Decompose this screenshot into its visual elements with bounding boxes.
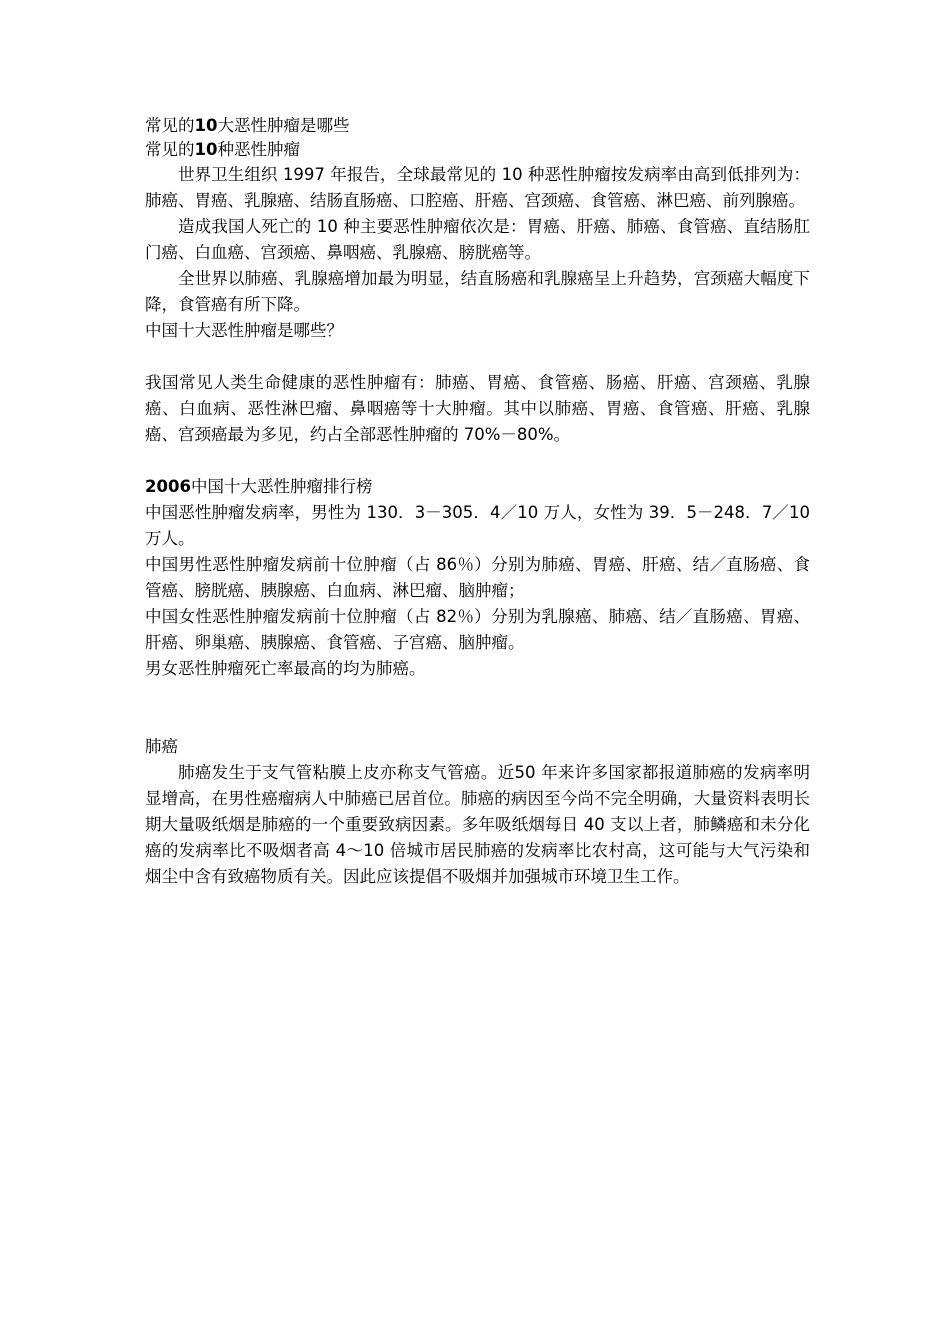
document-title [145, 114, 810, 138]
paragraph-world-trend: 全世界以肺癌、乳腺癌增加最为明显，结直肠癌和乳腺癌呈上升趋势，宫颈癌大幅度下降，食管癌有所下降。 [145, 269, 810, 314]
title-suffix: 大恶性肿瘤是哪些 [217, 116, 350, 135]
subtitle-number: 10 [194, 140, 218, 159]
paragraph-lung-cancer: 肺癌发生于支气管粘膜上皮亦称支气管癌。近50 年来许多国家都报道肺癌的发病率明显增高，在男性癌瘤病人中肺癌已居首位。肺癌的病因至今尚不完全明确，大量资料表明长期大量吸纸烟是肺癌的一个重要致病因素。多年吸纸烟每日 40 支以上者，肺鳞癌和未分化癌的发病率比不吸烟者高 4～10 倍城市居民肺癌的发病率比农村高，这可能与大气污染和烟尘中含有致癌物质有关。因此应该提倡不吸烟并加强城市环境卫生工作。 [145, 763, 810, 886]
section-subtitle [145, 138, 810, 162]
spacer [145, 682, 810, 734]
ranking-title: 中国十大恶性肿瘤排行榜 [190, 477, 373, 496]
subtitle-suffix: 种恶性肿瘤 [217, 140, 300, 159]
paragraph-who-report: 世界卫生组织 1997 年报告，全球最常见的 10 种恶性肿瘤按发病率由高到低排列为：肺癌、胃癌、乳腺癌、结肠直肠癌、口腔癌、肝癌、宫颈癌、食管癌、淋巴癌、前列腺癌。 [145, 165, 810, 210]
paragraph-incidence: 中国恶性肿瘤发病率，男性为 130．3－305．4／10 万人，女性为 39．5－248．7／10 万人。 [145, 503, 810, 548]
document-page [145, 114, 810, 890]
paragraph-female-top10: 中国女性恶性肿瘤发病前十位肿瘤（占 82％）分别为乳腺癌、肺癌、结／直肠癌、胃癌、肝癌、卵巢癌、胰腺癌、食管癌、子宫癌、脑肿瘤。 [145, 607, 810, 652]
paragraph-male-top10: 中国男性恶性肿瘤发病前十位肿瘤（占 86％）分别为肺癌、胃癌、肝癌、结／直肠癌、食管癌、膀胱癌、胰腺癌、白血病、淋巴瘤、脑肿瘤； [145, 555, 810, 600]
heading-china-top10: 中国十大恶性肿瘤是哪些？ [145, 321, 343, 340]
spacer [145, 448, 810, 474]
title-number: 10 [194, 116, 218, 135]
heading-ranking-2006 [145, 474, 810, 500]
paragraph-mortality: 男女恶性肿瘤死亡率最高的均为肺癌。 [145, 659, 426, 678]
paragraph-china-deaths: 造成我国人死亡的 10 种主要恶性肿瘤依次是：胃癌、肝癌、肺癌、食管癌、直结肠肛门癌、白血癌、宫颈癌、鼻咽癌、乳腺癌、膀胱癌等。 [145, 217, 810, 262]
ranking-year: 2006 [145, 477, 191, 496]
paragraph-china-common: 我国常见人类生命健康的恶性肿瘤有：肺癌、胃癌、食管癌、肠癌、肝癌、宫颈癌、乳腺癌、白血病、恶性淋巴瘤、鼻咽癌等十大肿瘤。其中以肺癌、胃癌、食管癌、肝癌、乳腺癌、宫颈癌最为多见，约占全部恶性肿瘤的 70%－80%。 [145, 373, 810, 444]
heading-lung-cancer: 肺癌 [145, 737, 178, 756]
spacer [145, 344, 810, 370]
title-prefix: 常见的 [145, 116, 195, 135]
subtitle-prefix: 常见的 [145, 140, 195, 159]
